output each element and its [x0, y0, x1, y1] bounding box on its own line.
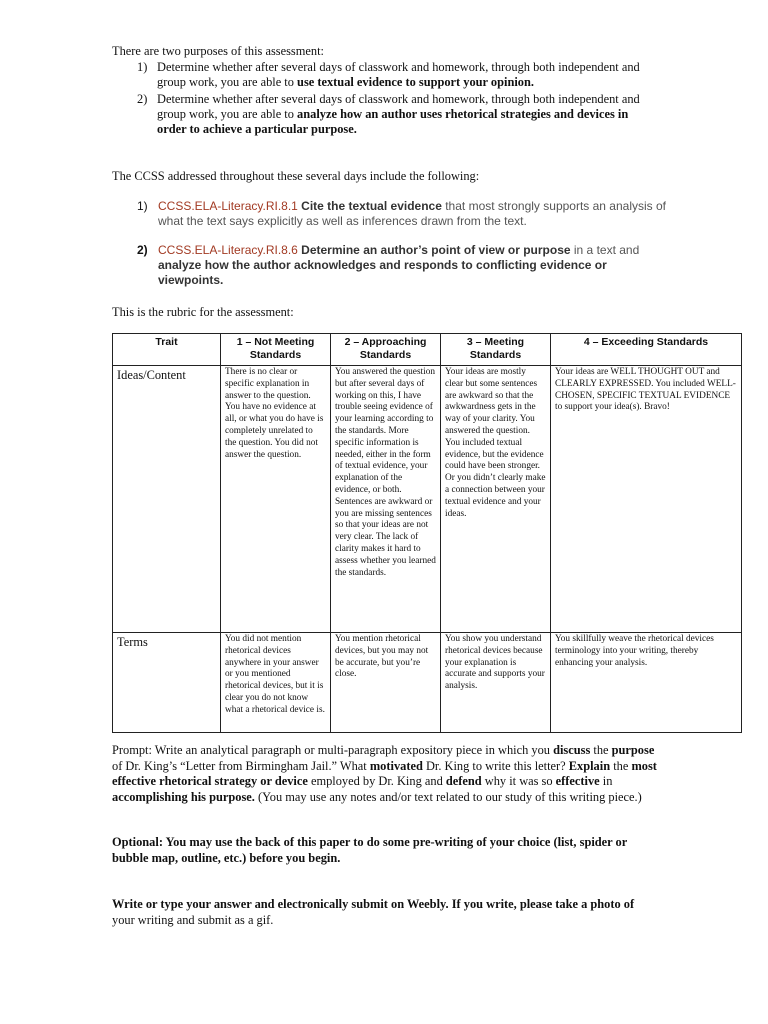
prompt-bold: discuss — [553, 743, 591, 757]
rubric-cell: Your ideas are WELL THOUGHT OUT and CLEARLY EXPRESSED. You included WELL-CHOSEN, SPECIFIC TEXTUAL EVIDENCE to support your idea(s). Bravo! — [551, 366, 742, 633]
prompt-text: the — [610, 758, 632, 773]
standard-code: CCSS.ELA-Literacy.RI.8.1 — [158, 199, 298, 213]
purpose-text: Determine whether after several days of classwork and homework, through both independent and group work, you are able to — [157, 60, 640, 89]
standard-bold: Determine an author’s point of view or purpose — [301, 243, 571, 257]
prompt-text: employed by Dr. King and — [307, 774, 446, 789]
prompt-bold: defend — [445, 774, 482, 789]
optional-text: Optional: You may use the back of this paper to do some pre-writing of your choice (list, spider or bubble map, outline, etc.) before you begin. — [112, 835, 628, 865]
prompt-bold: most effective rhetorical strategy or device — [112, 758, 657, 789]
rubric-cell: You skillfully weave the rhetorical devices terminology into your writing, thereby enhancing your analysis. — [551, 633, 742, 733]
prompt-text: Dr. King to write this letter? — [422, 758, 569, 773]
prompt-bold: motivated — [369, 758, 423, 773]
purposes-list — [112, 60, 652, 137]
standard-number: 1) — [137, 199, 148, 213]
prompt-bold: effective — [555, 774, 600, 789]
trait-cell: Ideas/Content — [113, 366, 221, 633]
optional-note — [112, 835, 657, 866]
purpose-item — [112, 60, 652, 90]
standard-mid: in a text and — [570, 243, 640, 257]
standard-number: 2) — [137, 243, 148, 257]
rubric-cell: You mention rhetorical devices, but you may not be accurate, but you’re close. — [331, 633, 441, 733]
rubric-cell: Your ideas are mostly clear but some sentences are awkward so that the awkwardness gets in the way of your clarity. You answered the question. You included textual evidence, but the evidence could have been stronger. Or you didn’t clearly make a connection between your textual evidence and your ideas. — [441, 366, 551, 633]
purpose-number: 2) — [137, 92, 148, 106]
assessment-purposes — [112, 44, 652, 139]
purpose-number: 1) — [137, 60, 148, 74]
ccss-standard-2 — [112, 243, 672, 288]
table-row — [113, 366, 742, 633]
rubric-cell: You answered the question but after several days of working on this, I have trouble seeing evidence of your learning according to the standards. More specific information is needed, either in the form of textual evidence, your explanation of the evidence, or both. Sentences are awkward or you are missing sentences so that your ideas are not very clear. The lack of clarity makes it hard to assess whether you learned the standards. — [331, 366, 441, 633]
writing-prompt — [112, 743, 657, 805]
rubric-cell: You show you understand rhetorical devices because your explanation is accurate and supports your analysis. — [441, 633, 551, 733]
header-level-2: 2 – Approaching Standards — [331, 334, 441, 366]
purpose-item — [112, 92, 652, 137]
submit-bold: Write or type your answer and electronically submit on Weebly. If you write, please take a photo of — [112, 897, 635, 911]
rubric-table — [112, 333, 742, 733]
submission-instructions — [112, 897, 657, 928]
standard-bold: Cite the textual evidence — [301, 199, 442, 213]
header-level-3: 3 – Meeting Standards — [441, 334, 551, 366]
header-level-4: 4 – Exceeding Standards — [551, 334, 742, 366]
prompt-text: of Dr. King’s “Letter from Birmingham Jail.” What — [112, 758, 370, 773]
ccss-lead: The CCSS addressed throughout these several days include the following: — [112, 169, 480, 183]
submit-text: your writing and submit as a gif. — [112, 912, 274, 927]
header-trait: Trait — [113, 334, 221, 366]
prompt-text: why it was so — [481, 774, 556, 789]
purpose-bold: use textual evidence to support your opinion. — [297, 75, 534, 89]
header-level-1: 1 – Not Meeting Standards — [221, 334, 331, 366]
standard-code: CCSS.ELA-Literacy.RI.8.6 — [158, 243, 298, 257]
prompt-bold: purpose — [611, 743, 655, 757]
rubric-lead: This is the rubric for the assessment: — [112, 305, 294, 319]
standard-rest: that most strongly supports an analysis of what the text says explicitly as well as inferences drawn from the text. — [158, 199, 666, 228]
trait-cell: Terms — [113, 633, 221, 733]
rubric-cell: There is no clear or specific explanation in answer to the question. You have no evidence at all, or what you do have is completely unrelated to the question. You did not answer the question. — [221, 366, 331, 633]
prompt-text: the — [590, 743, 612, 757]
prompt-bold: accomplishing his purpose. — [112, 789, 255, 804]
standard-bold-2: analyze how the author acknowledges and responds to conflicting evidence or viewpoints. — [158, 258, 607, 287]
prompt-bold: Explain — [568, 758, 611, 773]
prompt-text: Prompt: Write an analytical paragraph or multi-paragraph expository piece in which you — [112, 743, 554, 757]
prompt-text: in — [599, 774, 613, 789]
purpose-bold: analyze how an author uses rhetorical strategies and devices in order to achieve a particular purpose. — [157, 107, 629, 136]
purpose-text: Determine whether after several days of classwork and homework, through both independent and group work, you are able to — [157, 92, 640, 121]
prompt-text: (You may use any notes and/or text related to our study of this writing piece.) — [254, 789, 642, 804]
rubric-header-row — [113, 334, 742, 366]
rubric-cell: You did not mention rhetorical devices anywhere in your answer or you mentioned rhetorical devices, but it is clear you do not know what a rhetorical device is. — [221, 633, 331, 733]
purposes-lead: There are two purposes of this assessment: — [112, 44, 324, 58]
table-row — [113, 633, 742, 733]
ccss-standard-1 — [112, 199, 672, 229]
